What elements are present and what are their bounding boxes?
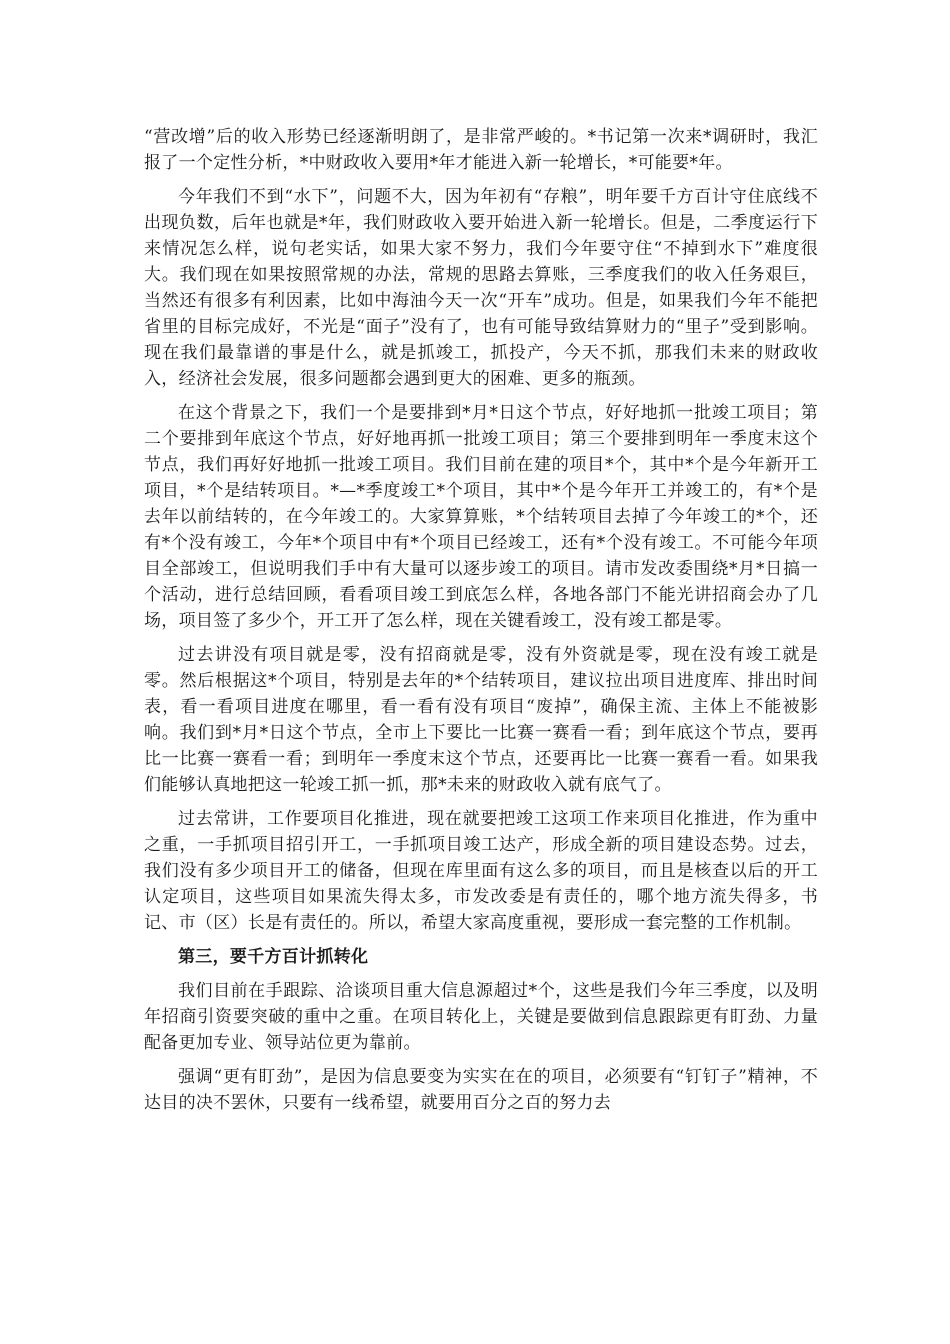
- section-heading: 第三，要千方百计抓转化: [178, 947, 369, 967]
- paragraph-truncated: 强调“更有盯劲”，是因为信息要变为实实在在的项目，必须要有“钉钉子”精神，不达目的决不罢休，只要有一线希望，就要用百分之百的努力去: [144, 1067, 818, 1113]
- paragraph: 我们目前在手跟踪、洽谈项目重大信息源超过*个，这些是我们今年三季度，以及明年招商引资要突破的重中之重。在项目转化上，关键是要做到信息跟踪更有盯劲、力量配备更加专业、领导站位更为靠前。: [144, 981, 818, 1053]
- paragraph: 过去常讲，工作要项目化推进，现在就要把竣工这项工作来项目化推进，作为重中之重，一手抓项目招引开工，一手抓项目竣工达产，形成全新的项目建设态势。过去，我们没有多少项目开工的储备，但现在库里面有这么多的项目，而且是核查以后的开工认定项目，这些项目如果流失得太多，市发改委是有责任的，哪个地方流失得多，书记、市（区）长是有责任的。所以，希望大家高度重视，要形成一套完整的工作机制。: [144, 809, 818, 933]
- document-body: [144, 124, 818, 1124]
- paragraph: 在这个背景之下，我们一个是要排到*月*日这个节点，好好地抓一批竣工项目；第二个要排到年底这个节点，好好地再抓一批竣工项目；第三个要排到明年一季度末这个节点，我们再好好地抓一批竣工项目。我们目前在建的项目*个，其中*个是今年新开工项目，*个是结转项目。*—*季度竣工*个项目，其中*个是今年开工并竣工的，有*个是去年以前结转的，在今年竣工的。大家算算账，*个结转项目去掉了今年竣工的*个，还有*个没有竣工，今年*个项目中有*个项目已经竣工，还有*个没有竣工。不可能今年项目全部竣工，但说明我们手中有大量可以逐步竣工的项目。请市发改委围绕*月*日搞一个活动，进行总结回顾，看看项目竣工到底怎么样，各地各部门不能光讲招商会办了几场，项目签了多少个，开工开了怎么样，现在关键看竣工，没有竣工都是零。: [144, 403, 818, 631]
- paragraph-continued: “营改增”后的收入形势已经逐渐明朗了，是非常严峻的。*书记第一次来*调研时，我汇报了一个定性分析，*中财政收入要用*年才能进入新一轮增长，*可能要*年。: [144, 127, 818, 173]
- paragraph: 今年我们不到“水下”，问题不大，因为年初有“存粮”，明年要千方百计守住底线不出现负数，后年也就是*年，我们财政收入要开始进入新一轮增长。但是，二季度运行下来情况怎么样，说句老实话，如果大家不努力，我们今年要守住“不掉到水下”难度很大。我们现在如果按照常规的办法，常规的思路去算账，三季度我们的收入任务艰巨，当然还有很多有利因素，比如中海油今天一次“开车”成功。但是，如果我们今年不能把省里的目标完成好，不光是“面子”没有了，也有可能导致结算财力的“里子”受到影响。现在我们最靠谱的事是什么，就是抓竣工，抓投产，今天不抓，那我们未来的财政收入，经济社会发展，很多问题都会遇到更大的困难、更多的瓶颈。: [144, 187, 818, 389]
- paragraph: 过去讲没有项目就是零，没有招商就是零，没有外资就是零，现在没有竣工就是零。然后根据这*个项目，特别是去年的*个结转项目，建议拉出项目进度库、排出时间表，看一看项目进度在哪里，看一看有没有项目“废掉”，确保主流、主体上不能被影响。我们到*月*日这个节点，全市上下要比一比赛一赛看一看；到年底这个节点，要再比一比赛一赛看一看；到明年一季度末这个节点，还要再比一比赛一赛看一看。如果我们能够认真地把这一轮竣工抓一抓，那*未来的财政收入就有底气了。: [144, 645, 818, 795]
